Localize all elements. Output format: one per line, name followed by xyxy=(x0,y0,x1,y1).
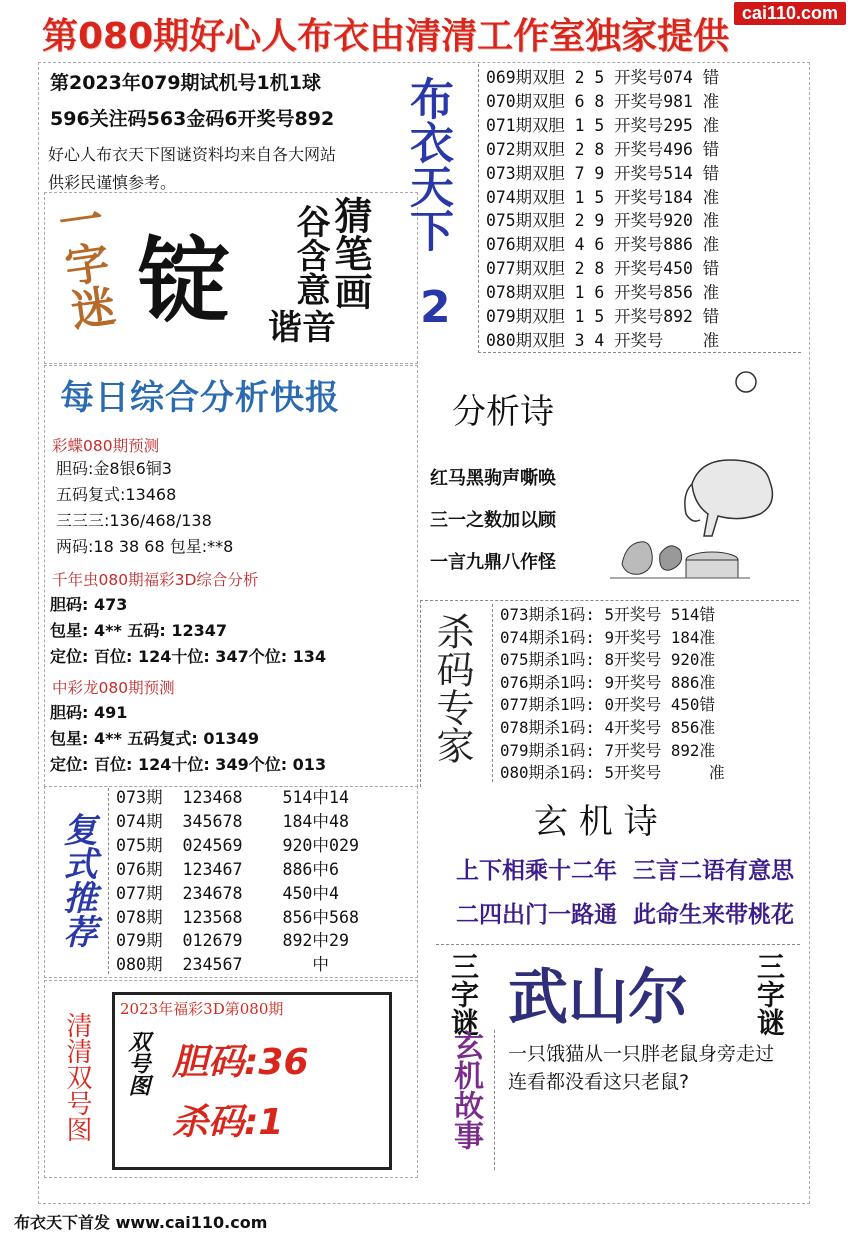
double-table-row: 075期双胆 2 9 开奖号920 准 xyxy=(486,211,720,231)
kill-table-row: 077期杀1吗: 0开奖号 450错 xyxy=(500,695,716,715)
shuanghao-year-title: 2023年福彩3D第080期 xyxy=(120,1000,284,1018)
fushi-table-row: 073期 123468 514中14 xyxy=(116,788,349,807)
shuanghao-label: 清清双号图 xyxy=(62,1012,92,1142)
story-text: 一只饿猫从一只胖老鼠身旁走过连看都没看这只老鼠? xyxy=(508,1043,775,1093)
zcl-line: 定位: 百位: 124十位: 349个位: 013 xyxy=(50,755,327,774)
kill-table-row: 076期杀1吗: 9开奖号 886准 xyxy=(500,672,716,692)
riddle-col-2: 谷含意 xyxy=(290,204,330,306)
header-banner xyxy=(0,0,850,62)
qnc-lines xyxy=(50,592,326,670)
qnc-line: 胆码: 473 xyxy=(50,595,128,614)
fushi-table-row: 078期 123568 856中568 xyxy=(116,907,359,927)
xuanji-title: 玄 机 诗 xyxy=(534,802,658,842)
qnc-line: 定位: 百位: 124十位: 347个位: 134 xyxy=(50,647,327,666)
caidie-line: 两码:18 38 68 包星:**8 xyxy=(56,537,234,556)
fushi-table-row: 075期 024569 920中029 xyxy=(116,835,359,855)
zimi-right-label: 三字谜 xyxy=(753,952,786,1036)
story-label: 玄机故事 xyxy=(448,1030,483,1150)
sheep-illustration xyxy=(600,364,800,594)
brand-number: 2 xyxy=(420,282,451,333)
poem-line: 三一之数加以顾 xyxy=(430,510,556,531)
fushi-table-row: 077期 234678 450中4 xyxy=(116,883,340,903)
kill-table-row: 079期杀1码: 7开奖号 892准 xyxy=(500,740,716,760)
intro-note-1: 好心人布衣天下图谜资料均来自各大网站 xyxy=(48,145,337,164)
riddle-col-3: 谐音 xyxy=(268,308,336,348)
fushi-table-row: 080期 234567 中 xyxy=(116,955,330,975)
fushi-table xyxy=(116,786,359,977)
xuanji-line-1: 上下相乘十二年 三言二语有意思 xyxy=(456,858,795,884)
kill-table-row: 074期杀1码: 9开奖号 184准 xyxy=(500,627,716,647)
footer-text[interactable]: 布衣天下首发 www.cai110.com xyxy=(14,1213,268,1232)
kill-table-row: 078期杀1码: 4开奖号 856准 xyxy=(500,717,716,737)
chicken-icon xyxy=(622,542,652,575)
shuanghao-sha: 杀码:1 xyxy=(172,1102,284,1143)
kill-table xyxy=(500,604,725,785)
page-title: 第080期好心人布衣由清清工作室独家提供 xyxy=(42,16,730,57)
fushi-label: 复式推荐 xyxy=(57,812,97,948)
fushi-divider xyxy=(108,788,109,974)
qnc-title: 千年虫080期福彩3D综合分析 xyxy=(52,571,259,589)
shuanghao-side: 双号图 xyxy=(125,1030,150,1096)
riddle-side-label: 一字迷 xyxy=(48,195,117,333)
kill-table-row: 073期杀1码: 5开奖号 514错 xyxy=(500,605,716,624)
caidie-line: 胆码:金8银6铜3 xyxy=(56,459,172,478)
zcl-title: 中彩龙080期预测 xyxy=(52,679,175,697)
double-table-row: 078期双胆 1 6 开奖号856 准 xyxy=(486,283,720,303)
double-table-row: 070期双胆 6 8 开奖号981 准 xyxy=(486,91,720,111)
riddle-main-char: 锭 xyxy=(138,227,231,335)
daily-title: 每日综合分析快报 xyxy=(60,378,340,418)
double-table-row: 079期双胆 1 5 开奖号892 错 xyxy=(486,307,720,327)
intro-note-2: 供彩民谨慎参考。 xyxy=(48,173,177,192)
shuanghao-dan: 胆码:36 xyxy=(172,1042,309,1083)
riddle-col-1: 猜笔画 xyxy=(328,196,372,310)
zcl-line: 包星: 4** 五码复式: 01349 xyxy=(50,729,260,748)
fushi-table-row: 074期 345678 184中48 xyxy=(116,811,349,831)
double-table-row: 072期双胆 2 8 开奖号496 错 xyxy=(486,139,720,159)
caidie-line: 三三三:136/468/138 xyxy=(56,511,212,530)
double-table xyxy=(486,66,719,353)
qnc-line: 包星: 4** 五码: 12347 xyxy=(50,621,228,640)
story-divider xyxy=(494,1030,495,1170)
moon-icon xyxy=(736,372,756,392)
caidie-line: 五码复式:13468 xyxy=(56,485,177,504)
site-badge[interactable]: cai110.com xyxy=(734,2,846,25)
zcl-lines xyxy=(50,700,326,778)
double-table-row: 069期双胆 2 5 开奖号074 错 xyxy=(486,68,720,87)
kill-table-row: 080期杀1码: 5开奖号 准 xyxy=(500,763,725,783)
double-table-row: 071期双胆 1 5 开奖号295 准 xyxy=(486,115,720,135)
fushi-table-row: 076期 123467 886中6 xyxy=(116,859,340,879)
kill-table-row: 075期杀1吗: 8开奖号 920准 xyxy=(500,650,716,670)
poem-line: 红马黑驹声嘶唤 xyxy=(430,468,556,489)
double-table-row: 073期双胆 7 9 开奖号514 错 xyxy=(486,163,720,183)
double-table-row: 080期双胆 3 4 开奖号 准 xyxy=(486,330,720,350)
sheep-icon xyxy=(692,460,772,536)
caidie-lines xyxy=(56,456,233,560)
fushi-table-row: 079期 012679 892中29 xyxy=(116,931,349,951)
xuanji-line-2: 二四出门一路通 此命生来带桃花 xyxy=(456,902,795,928)
zimi-left-label: 三字谜 xyxy=(447,952,480,1036)
kill-label: 杀码专家 xyxy=(430,612,474,764)
poem-line: 一言九鼎八作怪 xyxy=(430,552,556,573)
zcl-line: 胆码: 491 xyxy=(50,703,128,722)
intro-line-1: 第2023年079期试机号1机1球 xyxy=(50,72,321,94)
double-table-row: 076期双胆 4 6 开奖号886 准 xyxy=(486,235,720,255)
poem-title: 分析诗 xyxy=(452,392,554,432)
brand-vertical: 布衣天下 xyxy=(402,76,453,252)
intro-line-2: 596关注码563金码6开奖号892 xyxy=(50,108,335,130)
poem-lines xyxy=(430,458,556,584)
zimi-main: 武山尔 xyxy=(508,963,688,1033)
kill-divider xyxy=(492,604,493,782)
caidie-title: 彩蝶080期预测 xyxy=(52,437,160,455)
double-table-row: 077期双胆 2 8 开奖号450 错 xyxy=(486,259,720,279)
double-table-row: 074期双胆 1 5 开奖号184 准 xyxy=(486,187,720,207)
